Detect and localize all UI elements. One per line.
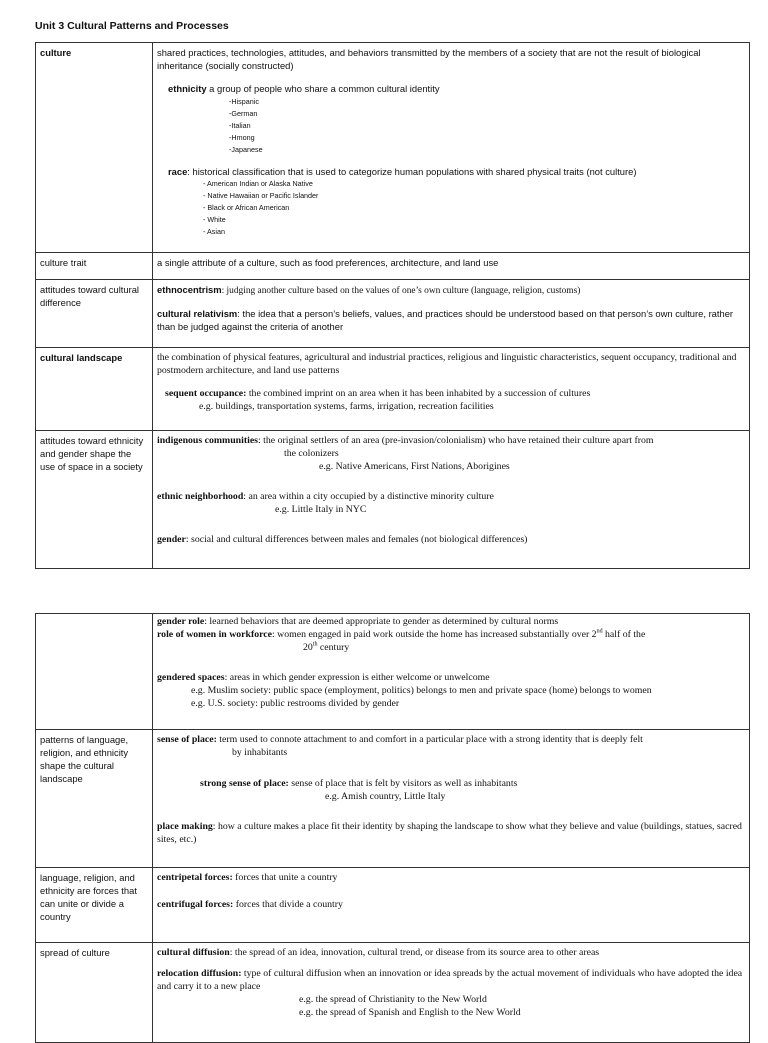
centripetal-forces-definition: forces that unite a country xyxy=(232,872,338,883)
gender-role-term: gender role xyxy=(157,616,205,627)
definition-forces xyxy=(153,868,750,943)
gendered-spaces-term: gendered spaces xyxy=(157,672,225,683)
definition-gender-roles xyxy=(153,614,750,730)
terms-table-2 xyxy=(35,613,750,1043)
cultural-diffusion-definition: : the spread of an idea, innovation, cultural trend, or disease from its source area to other areas xyxy=(229,947,600,958)
women-workforce-century-sup: th xyxy=(312,641,318,648)
women-workforce-term: role of women in workforce xyxy=(157,629,272,640)
relocation-diffusion-term: relocation diffusion: xyxy=(157,968,242,979)
table-row-gender xyxy=(36,614,750,730)
relocation-diffusion-example-1: e.g. the spread of Christianity to the New World xyxy=(299,994,487,1005)
race-definition: : historical classification that is used to categorize human populations with shared physical traits (not culture) xyxy=(187,166,637,177)
place-making-definition: : how a culture makes a place fit their identity by shaping the landscape to show what they believe and value (buildings, statues, sacred sites, etc.) xyxy=(157,821,742,845)
definition-spread xyxy=(153,943,750,1043)
definition-culture-trait: a single attribute of a culture, such as food preferences, architecture, and land use xyxy=(153,253,750,280)
gendered-spaces-definition: : areas in which gender expression is either welcome or unwelcome xyxy=(224,672,490,683)
women-workforce-definition: : women engaged in paid work outside the home has increased substantially over 2 xyxy=(272,629,597,640)
sense-of-place-definition-cont: by inhabitants xyxy=(232,747,288,758)
ethnicity-item: -Hmong xyxy=(229,133,255,142)
relocation-diffusion-example-2: e.g. the spread of Spanish and English to the New World xyxy=(299,1007,521,1018)
term-gender-blank xyxy=(36,614,153,730)
term-spread: spread of culture xyxy=(36,943,153,1043)
ethnicity-term: ethnicity xyxy=(168,83,207,94)
strong-sense-of-place-example: e.g. Amish country, Little Italy xyxy=(325,791,446,802)
terms-table-1 xyxy=(35,42,750,569)
definition-attitudes-cultural-difference xyxy=(153,280,750,348)
race-item: - White xyxy=(203,215,226,224)
sequent-occupance-term: sequent occupance: xyxy=(165,388,247,399)
indigenous-communities-term: indigenous communities xyxy=(157,435,258,446)
ethnic-neighborhood-example: e.g. Little Italy in NYC xyxy=(275,504,367,515)
strong-sense-of-place-term: strong sense of place: xyxy=(200,778,289,789)
term-attitudes-cultural-difference: attitudes toward cultural difference xyxy=(36,280,153,348)
definition-ethnicity-gender-space xyxy=(153,431,750,569)
ethnocentrism-definition: : judging another culture based on the values of one’s own culture (language, religion, customs) xyxy=(221,286,581,296)
table-row-forces xyxy=(36,868,750,943)
race-item: - Black or African American xyxy=(203,203,290,212)
term-forces: language, religion, and ethnicity are forces that can unite or divide a country xyxy=(36,868,153,943)
relocation-diffusion-definition: type of cultural diffusion when an innovation or idea spreads by the actual movement of individuals who have adopted the idea and carry it to a new place xyxy=(157,968,743,992)
table-row-attitudes-cultural-difference xyxy=(36,280,750,348)
table-row-patterns-landscape xyxy=(36,730,750,868)
cultural-diffusion-term: cultural diffusion xyxy=(157,947,230,958)
term-cultural-landscape: cultural landscape xyxy=(36,348,153,431)
table-row-spread xyxy=(36,943,750,1043)
term-culture-trait: culture trait xyxy=(36,253,153,280)
ethnicity-item: -Italian xyxy=(229,121,251,130)
term-culture: culture xyxy=(36,43,153,253)
gender-term: gender xyxy=(157,534,186,545)
ethnicity-item: -Hispanic xyxy=(229,97,259,106)
ethnicity-item: -Japanese xyxy=(229,145,263,154)
centrifugal-forces-term: centrifugal forces: xyxy=(157,899,234,910)
sequent-occupance-definition: the combined imprint on an area when it has been inhabited by a succession of cultures xyxy=(246,388,591,399)
gender-role-definition: : learned behaviors that are deemed appropriate to gender as determined by cultural norms xyxy=(204,616,559,627)
cultural-relativism-term: cultural relativism xyxy=(157,308,238,319)
indigenous-communities-example: e.g. Native Americans, First Nations, Aborigines xyxy=(319,461,510,472)
culture-definition: shared practices, technologies, attitudes, and behaviors transmitted by the members of a society that are not the result of biological inheritance (socially constructed) xyxy=(157,47,701,71)
cultural-landscape-definition: the combination of physical features, agricultural and industrial practices, religious and linguistic characteristics, sequent occupancy, traditional and postmodern architecture, and land use patterns xyxy=(157,352,737,376)
indigenous-communities-definition: : the original settlers of an area (pre-invasion/colonialism) who have retained their culture apart from xyxy=(257,435,654,446)
women-workforce-century-word: century xyxy=(317,642,350,653)
women-workforce-century: 20 xyxy=(303,642,313,653)
table-row-cultural-landscape xyxy=(36,348,750,431)
strong-sense-of-place-definition: sense of place that is felt by visitors as well as inhabitants xyxy=(288,778,518,789)
sense-of-place-term: sense of place: xyxy=(157,734,217,745)
centripetal-forces-term: centripetal forces: xyxy=(157,872,233,883)
table-row-culture xyxy=(36,43,750,253)
women-workforce-sup: nd xyxy=(596,628,603,635)
sense-of-place-definition: term used to connote attachment to and comfort in a particular place with a strong identity that is deeply felt xyxy=(216,734,643,745)
ethnic-neighborhood-definition: : an area within a city occupied by a distinctive minority culture xyxy=(243,491,494,502)
place-making-term: place making xyxy=(157,821,213,832)
indigenous-communities-definition-cont: the colonizers xyxy=(284,448,339,459)
race-item: - American Indian or Alaska Native xyxy=(203,179,313,188)
definition-patterns-landscape xyxy=(153,730,750,868)
definition-cultural-landscape xyxy=(153,348,750,431)
gendered-spaces-example-1: e.g. Muslim society: public space (employment, politics) belongs to men and private space (home) belongs to women xyxy=(191,685,652,696)
term-patterns-landscape: patterns of language, religion, and ethnicity shape the cultural landscape xyxy=(36,730,153,868)
gendered-spaces-example-2: e.g. U.S. society: public restrooms divided by gender xyxy=(191,698,400,709)
ethnocentrism-term: ethnocentrism xyxy=(157,284,222,295)
race-term: race xyxy=(168,166,188,177)
gender-definition: : social and cultural differences between males and females (not biological differences) xyxy=(185,534,528,545)
table-row-ethnicity-gender-space xyxy=(36,431,750,569)
page-title: Unit 3 Cultural Patterns and Processes xyxy=(35,20,229,32)
cultural-relativism-definition: : the idea that a person’s beliefs, values, and practices should be understood based on that person’s own culture, rather than be judged against the criteria of another xyxy=(157,308,734,332)
race-item: - Asian xyxy=(203,227,225,236)
term-ethnicity-gender-space: attitudes toward ethnicity and gender shape the use of space in a society xyxy=(36,431,153,569)
ethnicity-item: -German xyxy=(229,109,258,118)
centrifugal-forces-definition: forces that divide a country xyxy=(233,899,343,910)
ethnic-neighborhood-term: ethnic neighborhood xyxy=(157,491,244,502)
ethnicity-definition: a group of people who share a common cultural identity xyxy=(206,83,440,94)
table-row-culture-trait xyxy=(36,253,750,280)
definition-culture xyxy=(153,43,750,253)
sequent-occupance-example: e.g. buildings, transportation systems, farms, irrigation, recreation facilities xyxy=(199,401,494,412)
race-item: - Native Hawaiian or Pacific Islander xyxy=(203,191,319,200)
women-workforce-definition-end: half of the xyxy=(602,629,646,640)
